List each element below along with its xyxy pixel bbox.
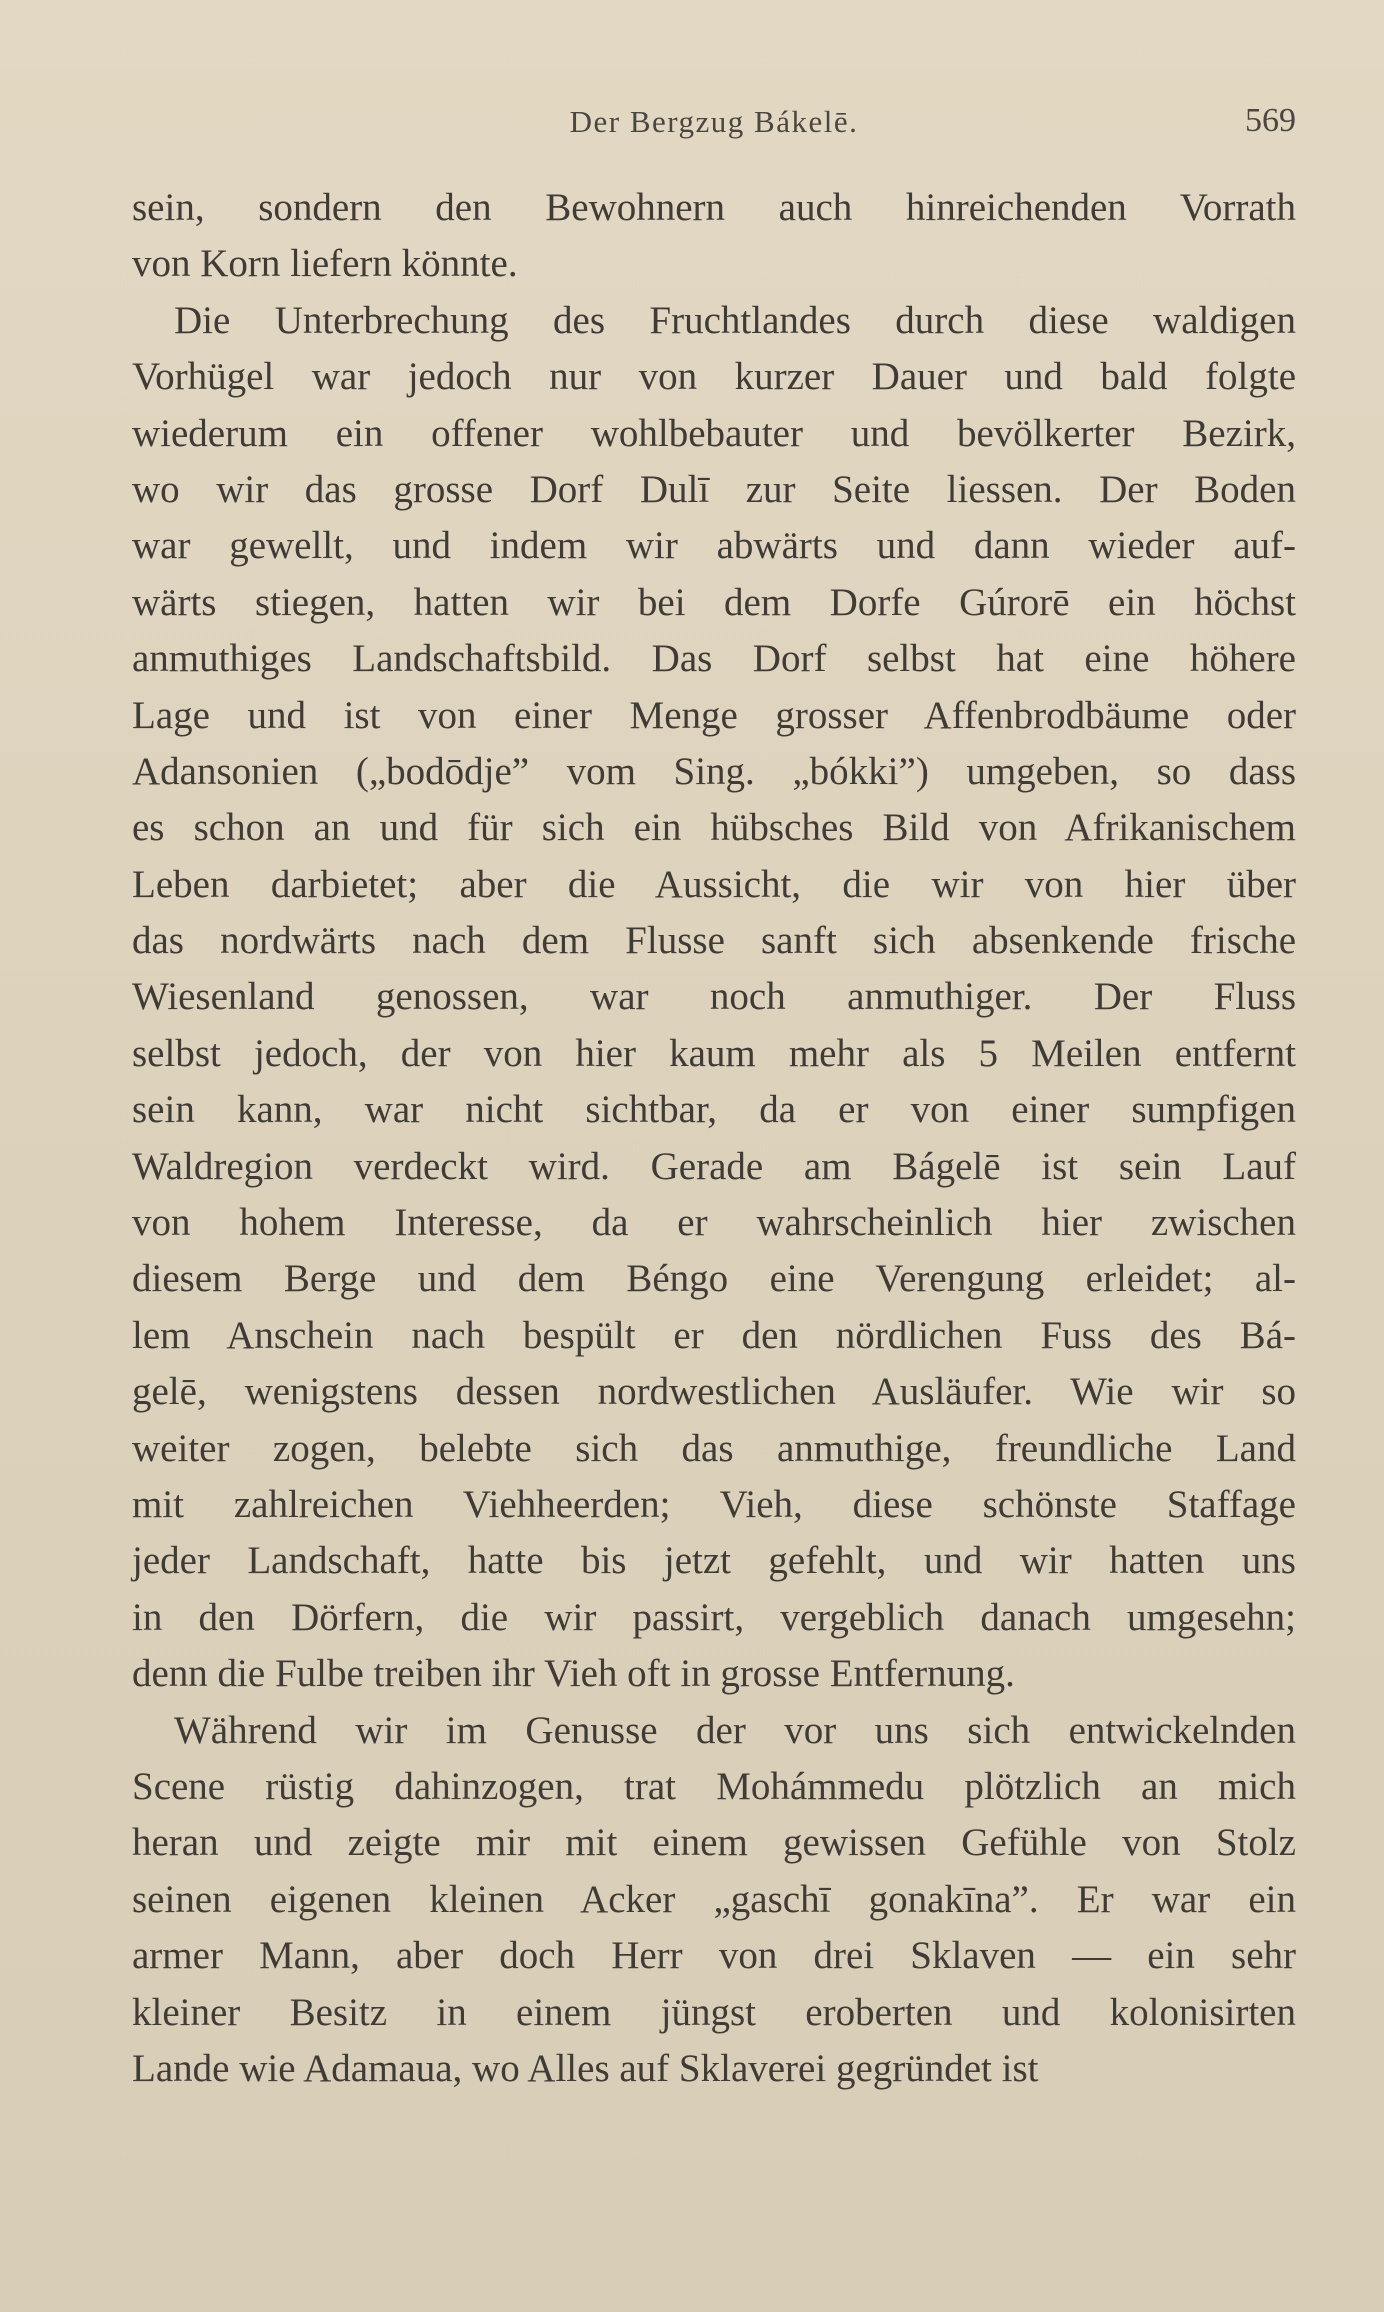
text-line: Während wir im Genusse der vor uns sich entwickelnden (174, 1708, 1296, 1752)
text-line: Leben darbietet; aber die Aussicht, die wir von hier über (132, 862, 1296, 906)
text-line: selbst jedoch, der von hier kaum mehr als 5 Meilen entfernt (132, 1031, 1296, 1075)
text-line: das nordwärts nach dem Flusse sanft sich absenkende frische (132, 919, 1296, 963)
text-line: Scene rüstig dahinzogen, trat Mohámmedu plötzlich an mich (132, 1764, 1296, 1808)
text-line: Wiesenland genossen, war noch anmuthiger. Der Fluss (132, 975, 1296, 1019)
text-line: Vorhügel war jedoch nur von kurzer Dauer und bald folgte (132, 355, 1296, 399)
text-line: lem Anschein nach bespült er den nördlichen Fuss des Bá- (132, 1313, 1296, 1357)
text-line: Lande wie Adamaua, wo Alles auf Sklaverei gegründet ist (132, 2046, 1039, 2090)
text-line: diesem Berge und dem Béngo eine Verengung erleidet; al- (132, 1257, 1296, 1301)
text-line: gelē, wenigstens dessen nordwestlichen Ausläufer. Wie wir so (132, 1370, 1296, 1414)
text-line: Die Unterbrechung des Fruchtlandes durch diese waldigen (174, 298, 1296, 342)
text-line: Lage und ist von einer Menge grosser Affenbrodbäume oder (132, 693, 1296, 737)
body-text (132, 180, 1296, 2097)
text-line: wo wir das grosse Dorf Dulī zur Seite liessen. Der Boden (132, 467, 1296, 511)
text-line: Waldregion verdeckt wird. Gerade am Bágelē ist sein Lauf (132, 1144, 1296, 1188)
text-line: mit zahlreichen Viehheerden; Vieh, diese schönste Staffage (132, 1482, 1296, 1526)
paragraph (132, 180, 1296, 293)
text-line: jeder Landschaft, hatte bis jetzt gefehlt, und wir hatten uns (132, 1539, 1296, 1583)
text-line: kleiner Besitz in einem jüngst eroberten und kolonisirten (132, 1990, 1296, 2034)
paragraph (132, 1703, 1296, 2098)
text-line: von Korn liefern könnte. (132, 242, 518, 286)
paragraph (132, 293, 1296, 1703)
text-line: war gewellt, und indem wir abwärts und dann wieder auf- (132, 524, 1296, 568)
text-line: wärts stiegen, hatten wir bei dem Dorfe Gúrorē ein höchst (132, 580, 1296, 624)
page-number: 569 (1245, 102, 1296, 139)
text-line: anmuthiges Landschaftsbild. Das Dorf selbst hat eine höhere (132, 637, 1296, 681)
text-line: es schon an und für sich ein hübsches Bild von Afrikanischem (132, 806, 1296, 850)
text-line: armer Mann, aber doch Herr von drei Sklaven — ein sehr (132, 1934, 1296, 1978)
text-line: Adansonien („bodōdje” vom Sing. „bókki”) umgeben, so dass (132, 749, 1296, 793)
text-line: in den Dörfern, die wir passirt, vergeblich danach umgesehn; (132, 1595, 1296, 1639)
page-header (132, 104, 1296, 154)
text-line: heran und zeigte mir mit einem gewissen Gefühle von Stolz (132, 1821, 1296, 1865)
running-title: Der Bergzug Bákelē. (569, 104, 859, 139)
text-line: sein, sondern den Bewohnern auch hinreichenden Vorrath (132, 186, 1296, 229)
text-line: von hohem Interesse, da er wahrscheinlich hier zwischen (132, 1201, 1296, 1245)
text-line: seinen eigenen kleinen Acker „gaschī gonakīna”. Er war ein (132, 1877, 1296, 1921)
text-line: denn die Fulbe treiben ihr Vieh oft in grosse Entfernung. (132, 1652, 1015, 1696)
text-line: wiederum ein offener wohlbebauter und bevölkerter Bezirk, (132, 411, 1296, 455)
text-line: sein kann, war nicht sichtbar, da er von einer sumpfigen (132, 1088, 1296, 1132)
text-line: weiter zogen, belebte sich das anmuthige, freundliche Land (132, 1426, 1296, 1470)
